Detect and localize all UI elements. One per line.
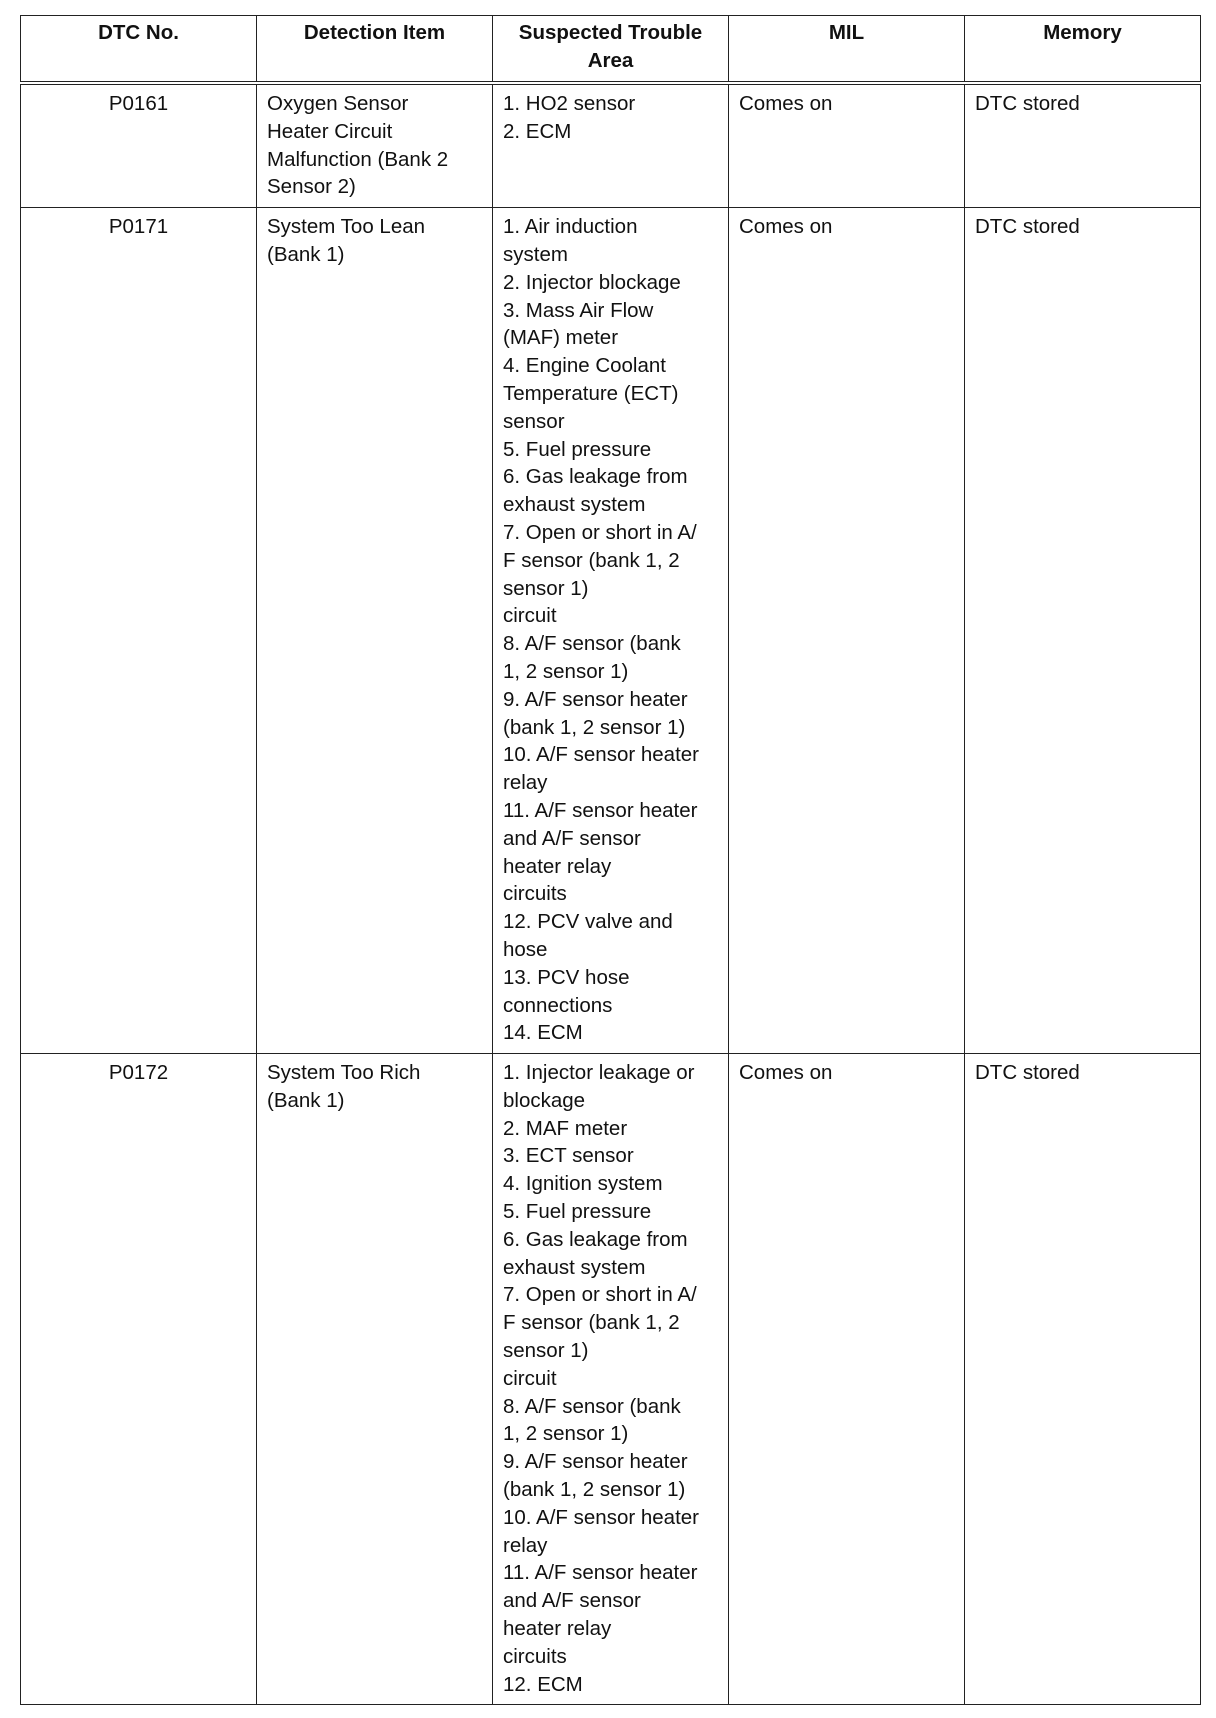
dtc-number: P0171 [108, 215, 169, 239]
trouble-area-line: 2. ECM [503, 119, 572, 143]
trouble-area-line: 11. A/F sensor heater [503, 798, 698, 822]
header-suspected-trouble-area [493, 16, 729, 84]
detection-item-line: (Bank 1) [267, 1088, 345, 1112]
trouble-area-line: 12. PCV valve and [503, 910, 673, 934]
trouble-area-line: 1. Air induction [503, 215, 638, 239]
detection-item-line: System Too Rich [267, 1061, 421, 1085]
detection-item-cell [257, 83, 493, 208]
trouble-area-line: 3. Mass Air Flow [503, 298, 654, 322]
detection-item-line: Heater Circuit [267, 119, 393, 143]
detection-item-line: (Bank 1) [267, 242, 345, 266]
trouble-area-line: and A/F sensor [503, 1589, 641, 1613]
header-line: Area [587, 48, 634, 72]
trouble-area-line: (bank 1, 2 sensor 1) [503, 715, 686, 739]
dtc-table [20, 15, 1201, 1705]
trouble-area-line: 1, 2 sensor 1) [503, 659, 629, 683]
trouble-area-line: circuits [503, 1644, 567, 1668]
trouble-area-line: 4. Ignition system [503, 1172, 663, 1196]
trouble-area-line: (bank 1, 2 sensor 1) [503, 1478, 686, 1502]
header-line: Suspected Trouble [518, 21, 703, 44]
detection-item-cell [257, 208, 493, 1054]
memory-cell [965, 1054, 1201, 1705]
detection-item-line: System Too Lean [267, 215, 426, 239]
trouble-area-line: circuit [503, 1366, 557, 1390]
trouble-area-line: blockage [503, 1088, 586, 1112]
trouble-area-line: 8. A/F sensor (bank [503, 632, 681, 656]
trouble-area-line: sensor 1) [503, 576, 589, 600]
trouble-area-line: 4. Engine Coolant [503, 354, 666, 378]
detection-item-line: Oxygen Sensor [267, 92, 409, 115]
trouble-area-line: circuits [503, 882, 567, 906]
suspected-trouble-area-cell [493, 1054, 729, 1705]
memory-status: DTC stored [975, 92, 1080, 115]
header-dtc-no [21, 16, 257, 84]
trouble-area-line: relay [503, 1533, 548, 1557]
mil-status: Comes on [739, 215, 833, 239]
dtc-number: P0161 [108, 92, 169, 115]
header-line: Memory [1043, 21, 1122, 44]
trouble-area-line: F sensor (bank 1, 2 [503, 548, 680, 572]
memory-cell [965, 83, 1201, 208]
trouble-area-line: 6. Gas leakage from [503, 465, 688, 489]
trouble-area-line: 5. Fuel pressure [503, 1200, 652, 1224]
table-row [21, 83, 1201, 208]
trouble-area-line: sensor [503, 409, 565, 433]
detection-item-line: Sensor 2) [267, 175, 356, 199]
trouble-area-line: 1. HO2 sensor [503, 92, 636, 115]
trouble-area-line: Temperature (ECT) [503, 381, 679, 405]
trouble-area-line: system [503, 242, 568, 266]
mil-status: Comes on [739, 92, 833, 115]
trouble-area-line: 2. Injector blockage [503, 270, 681, 294]
trouble-area-line: 9. A/F sensor heater [503, 1450, 688, 1474]
header-mil [729, 16, 965, 84]
detection-item-cell [257, 1054, 493, 1705]
trouble-area-line: 1. Injector leakage or [503, 1061, 695, 1085]
trouble-area-line: 5. Fuel pressure [503, 437, 652, 461]
table-row [21, 208, 1201, 1054]
trouble-area-line: 12. ECM [503, 1672, 583, 1696]
trouble-area-line: sensor 1) [503, 1339, 589, 1363]
mil-status: Comes on [739, 1061, 833, 1085]
detection-item-line: Malfunction (Bank 2 [267, 147, 449, 171]
dtc-number-cell [21, 208, 257, 1054]
memory-status: DTC stored [975, 1061, 1080, 1085]
trouble-area-line: hose [503, 937, 548, 961]
table-header [21, 16, 1201, 84]
trouble-area-line: (MAF) meter [503, 326, 619, 350]
mil-cell [729, 1054, 965, 1705]
trouble-area-line: exhaust system [503, 493, 646, 517]
trouble-area-line: 3. ECT sensor [503, 1144, 634, 1168]
trouble-area-line: 6. Gas leakage from [503, 1227, 688, 1251]
trouble-area-line: 14. ECM [503, 1021, 583, 1045]
trouble-area-line: connections [503, 993, 613, 1017]
suspected-trouble-area-cell [493, 83, 729, 208]
trouble-area-line: 1, 2 sensor 1) [503, 1422, 629, 1446]
trouble-area-line: 10. A/F sensor heater [503, 1505, 700, 1529]
trouble-area-line: heater relay [503, 1617, 612, 1641]
trouble-area-line: 13. PCV hose [503, 965, 630, 989]
trouble-area-line: relay [503, 771, 548, 795]
header-detection-item [257, 16, 493, 84]
header-row [21, 16, 1201, 84]
suspected-trouble-area-cell [493, 208, 729, 1054]
trouble-area-line: exhaust system [503, 1255, 646, 1279]
trouble-area-line: 7. Open or short in A/ [503, 520, 697, 544]
trouble-area-line: and A/F sensor [503, 826, 641, 850]
trouble-area-line: heater relay [503, 854, 612, 878]
table-row [21, 1054, 1201, 1705]
header-line: DTC No. [98, 21, 179, 44]
table-body [21, 83, 1201, 1705]
trouble-area-line: 2. MAF meter [503, 1116, 628, 1140]
header-memory [965, 16, 1201, 84]
mil-cell [729, 208, 965, 1054]
dtc-table-page [20, 15, 1200, 1705]
trouble-area-line: 10. A/F sensor heater [503, 743, 700, 767]
header-line: MIL [828, 21, 865, 44]
dtc-number-cell [21, 1054, 257, 1705]
trouble-area-line: 9. A/F sensor heater [503, 687, 688, 711]
memory-cell [965, 208, 1201, 1054]
mil-cell [729, 83, 965, 208]
header-line: Detection Item [303, 21, 446, 44]
trouble-area-line: 7. Open or short in A/ [503, 1283, 697, 1307]
trouble-area-line: 8. A/F sensor (bank [503, 1394, 681, 1418]
trouble-area-line: F sensor (bank 1, 2 [503, 1311, 680, 1335]
trouble-area-line: 11. A/F sensor heater [503, 1561, 698, 1585]
dtc-number-cell [21, 83, 257, 208]
trouble-area-line: circuit [503, 604, 557, 628]
memory-status: DTC stored [975, 215, 1080, 239]
dtc-number: P0172 [108, 1061, 169, 1085]
